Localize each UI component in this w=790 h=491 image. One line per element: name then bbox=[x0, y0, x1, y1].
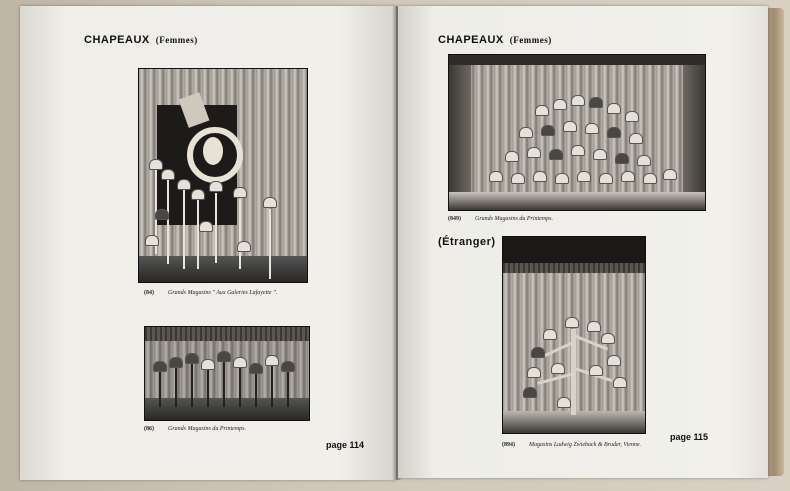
photo-window-display-849 bbox=[448, 54, 706, 211]
caption-84: (84) Grands Magasins " Aux Galeries Lafayette ". bbox=[144, 290, 278, 296]
right-page-heading: CHAPEAUX (Femmes) bbox=[438, 34, 552, 46]
left-page-heading: CHAPEAUX (Femmes) bbox=[84, 34, 198, 46]
right-page bbox=[398, 6, 768, 478]
page-number-right: page 115 bbox=[670, 432, 709, 442]
page-number-left: page 114 bbox=[326, 440, 365, 450]
left-page bbox=[20, 6, 396, 480]
section-heading-etranger: (Étranger) bbox=[438, 236, 496, 248]
caption-86: (86) Grands Magasins du Printemps. bbox=[144, 426, 247, 432]
caption-849: (849) Grands Magasins du Printemps. bbox=[448, 216, 554, 222]
photo-window-display-86 bbox=[144, 326, 310, 421]
photo-window-display-894 bbox=[502, 236, 646, 434]
caption-894: (894) Magasins Ludwig Zwieback & Bruder, Vienne. bbox=[502, 442, 642, 448]
photo-window-display-84 bbox=[138, 68, 308, 283]
